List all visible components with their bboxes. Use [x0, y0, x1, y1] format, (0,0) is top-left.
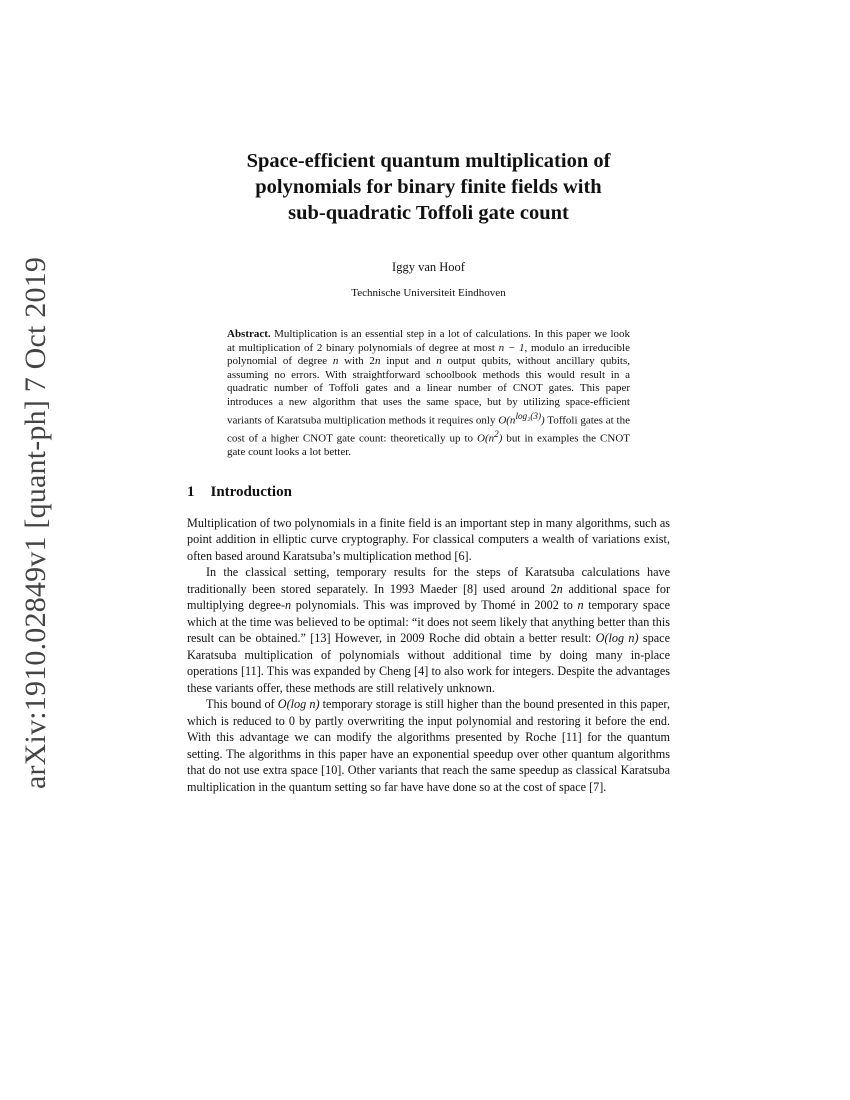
abstract — [227, 328, 630, 460]
abstract-math: n — [332, 355, 339, 368]
abstract-math: n — [374, 355, 381, 368]
section-body — [187, 515, 670, 796]
inline-math: O(log n) — [595, 631, 639, 646]
paragraph-1: Multiplication of two polynomials in a finite field is an important step in many algorithms, such as point addition in elliptic curve cryptography. For classical computers a wealth of variations exist, often based around Karatsuba’s multiplication method [6]. — [187, 515, 670, 563]
abstract-text: output qubits, without ancillary qubits, assuming no errors. With straightforward schoolbook methods this would result in a quadratic number of Toffoli gates and a linear number of CNOT gates. This paper introduces a new algorithm that uses the same space, but by utilizing space-efficient variants of Karatsuba multiplication methods it requires only — [227, 355, 630, 427]
paragraph-3 — [187, 696, 670, 795]
title-line-1: Space-efficient quantum multiplication of — [246, 150, 611, 172]
arxiv-identifier: arXiv:1910.02849v1 [quant-ph] 7 Oct 2019 — [19, 256, 53, 790]
abstract-text: with 2 — [338, 355, 375, 368]
paragraph-2 — [187, 564, 670, 696]
paper-page — [187, 148, 670, 795]
paragraph-text: This bound of — [206, 697, 278, 712]
title-line-2: polynomials for binary finite fields with — [255, 176, 602, 198]
inline-math: n — [285, 598, 292, 613]
section-heading — [187, 484, 670, 501]
abstract-math: O(n — [477, 432, 495, 445]
paragraph-text: In the classical setting, temporary results for the steps of Karatsuba calculations have traditionally been stored separately. In 1993 Maeder [8] used around 2 — [187, 565, 670, 596]
paragraph-text: temporary space which at the time was believed to be optimal: “it does not seem likely that anything better than this result can be obtained.” [13] However, in 2009 Roche did obtain a better result: — [187, 598, 670, 646]
abstract-text: but in examples the CNOT gate count looks a lot better. — [227, 432, 630, 459]
paragraph-text: polynomials. This was improved by Thomé in 2002 to — [291, 598, 578, 613]
abstract-text: Multiplication is an essential step in a lot of calculations. In this paper we look at multiplication of 2 binary polynomials of degree at most — [227, 328, 630, 354]
inline-math: n — [556, 581, 563, 596]
abstract-math: n − 1 — [498, 341, 525, 354]
inline-math: O(log n) — [277, 697, 320, 712]
inline-math: n — [577, 598, 584, 613]
paper-title — [187, 148, 670, 226]
abstract-exponent: log₂(3) — [515, 410, 541, 421]
author-affiliation: Technische Universiteit Eindhoven — [351, 287, 506, 299]
arxiv-sidebar — [14, 258, 58, 788]
abstract-text: input and — [380, 355, 437, 368]
abstract-text: Toffoli gates at the cost of a higher CNOT gate count: theoretically up to — [227, 414, 630, 445]
section-title: Introduction — [210, 483, 292, 500]
paragraph-text: space Karatsuba multiplication of polynomials without additional time by doing many in-place operations [11]. This was expanded by Cheng [4] to also work for integers. Despite the advantages these variants offer, these methods are still relatively unknown. — [187, 631, 670, 695]
abstract-label: Abstract. — [227, 328, 271, 340]
author-name: Iggy van Hoof — [392, 260, 465, 274]
abstract-math: ) — [541, 414, 545, 427]
abstract-math: n — [436, 355, 442, 368]
section-number: 1 — [187, 483, 195, 500]
abstract-math: O(n — [498, 414, 516, 427]
abstract-math: ) — [498, 432, 503, 445]
abstract-exponent: 2 — [494, 428, 499, 439]
paragraph-text: additional space for multiplying degree- — [187, 581, 671, 613]
paragraph-text: temporary storage is still higher than the bound presented in this paper, which is reduced to 0 by partly overwriting the input polynomial and restoring it before the end. With this advantage we can modify the algorithms presented by Roche [11] for the quantum setting. The algorithms in this paper have an exponential speedup over other quantum algorithms that do not use extra space [10]. Other variants that reach the same speedup as classical Karatsuba multiplication in the quantum setting so far have have done so at the cost of space [7]. — [187, 697, 670, 794]
title-line-3: sub-quadratic Toffoli gate count — [288, 202, 569, 224]
abstract-text: , modulo an irreducible polynomial of degree — [227, 341, 630, 368]
